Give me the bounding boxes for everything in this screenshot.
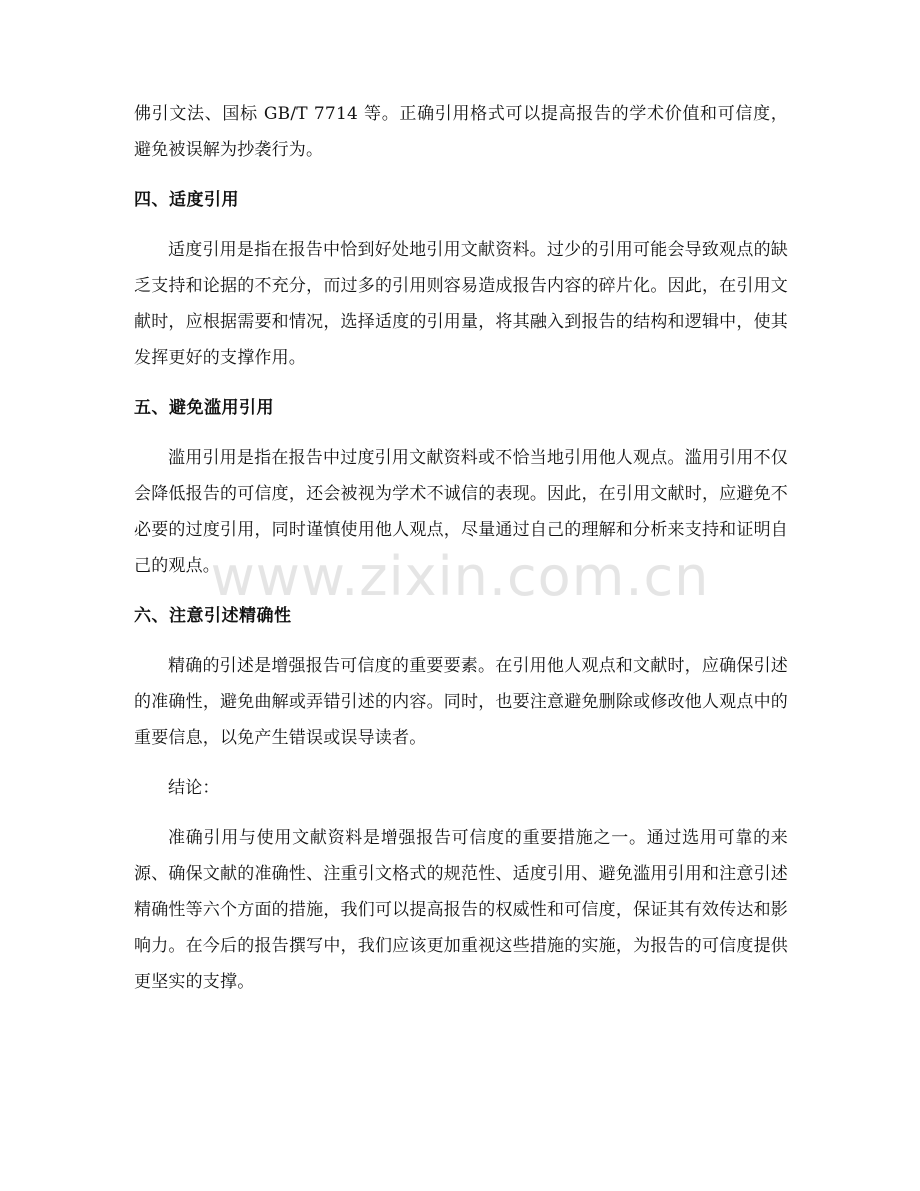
heading-quote-accuracy: 六、注意引述精确性 [134, 606, 292, 626]
paragraph-conclusion: 准确引用与使用文献资料是增强报告可信度的重要措施之一。通过选用可靠的来源、确保文献的准确性、注重引文格式的规范性、适度引用、避免滥用引用和注意引述精确性等六个方面的措施，我们可以提高报告的权威性和可信度，保证其有效传达和影响力。在今后的报告撰写中，我们应该更加重视这些措施的实施，为报告的可信度提供更坚实的支撑。 [134, 828, 788, 992]
paragraph-quote-accuracy: 精确的引述是增强报告可信度的重要要素。在引用他人观点和文献时，应确保引述的准确性，避免曲解或弄错引述的内容。同时，也要注意避免删除或修改他人观点中的重要信息，以免产生错误或误导读者。 [134, 656, 788, 748]
paragraph-avoid-overuse: 滥用引用是指在报告中过度引用文献资料或不恰当地引用他人观点。滥用引用不仅会降低报告的可信度，还会被视为学术不诚信的表现。因此，在引用文献时，应避免不必要的过度引用，同时谨慎使用他人观点，尽量通过自己的理解和分析来支持和证明自己的观点。 [134, 448, 788, 576]
heading-moderate-citation: 四、适度引用 [134, 190, 239, 210]
paragraph-citation-format-end: 佛引文法、国标 GB/T 7714 等。正确引用格式可以提高报告的学术价值和可信度，避免被误解为抄袭行为。 [134, 104, 788, 160]
heading-avoid-overuse: 五、避免滥用引用 [134, 398, 274, 418]
conclusion-label: 结论： [168, 778, 220, 798]
watermark-text: www.zixin.com.cn [210, 545, 710, 608]
paragraph-moderate-citation: 适度引用是指在报告中恰到好处地引用文献资料。过少的引用可能会导致观点的缺乏支持和论据的不充分，而过多的引用则容易造成报告内容的碎片化。因此，在引用文献时，应根据需要和情况，选择适度的引用量，将其融入到报告的结构和逻辑中，使其发挥更好的支撑作用。 [134, 240, 788, 368]
document-body [134, 96, 788, 1014]
